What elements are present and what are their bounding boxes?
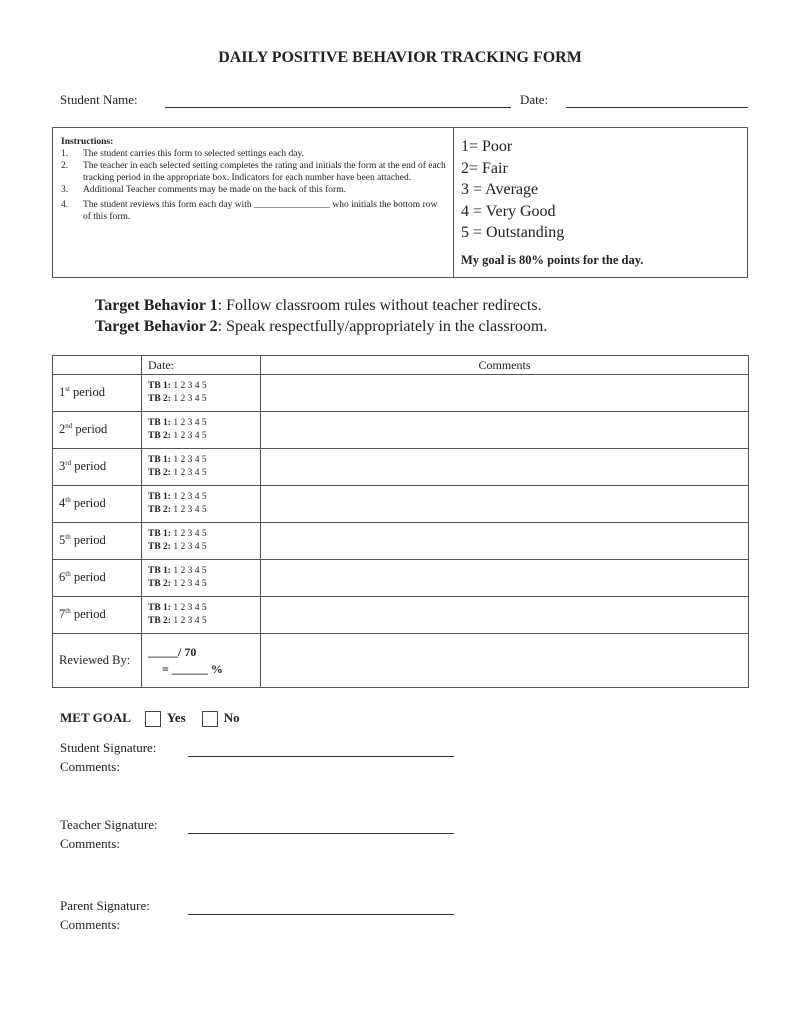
rating-scale: 1= Poor 2= Fair 3 = Average 4 = Very Good 5 = Outstanding	[461, 138, 565, 241]
table-row	[53, 523, 749, 560]
period-label: 6th period	[53, 560, 142, 597]
rating-cell[interactable]: TB 1: 1 2 3 4 5 TB 2: 1 2 3 4 5	[142, 597, 261, 634]
date-header: Date:	[142, 356, 261, 375]
table-row	[53, 412, 749, 449]
comment-cell[interactable]	[261, 523, 749, 560]
signature-label: Student Signature:	[60, 740, 157, 755]
form-title: DAILY POSITIVE BEHAVIOR TRACKING FORM	[218, 49, 582, 66]
date-label: Date:	[520, 92, 549, 107]
period-label: 1st period	[53, 375, 142, 412]
table-row	[53, 449, 749, 486]
instruction-item: 3. Additional Teacher comments may be made on the back of this form.	[61, 185, 346, 195]
instruction-item: 1. The student carries this form to selected settings each day.	[61, 149, 304, 159]
period-label: 4th period	[53, 486, 142, 523]
tracking-table	[52, 355, 749, 688]
comment-cell[interactable]	[261, 449, 749, 486]
reviewer-initials-cell[interactable]	[261, 634, 749, 688]
no-checkbox[interactable]	[202, 711, 218, 727]
instructions-heading: Instructions:	[61, 137, 114, 147]
period-label: 3rd period	[53, 449, 142, 486]
period-label: 2nd period	[53, 412, 142, 449]
student-name-field[interactable]	[165, 107, 511, 108]
met-goal-row: MET GOAL Yes No	[60, 710, 240, 727]
comments-label: Comments:	[60, 917, 120, 932]
signature-field[interactable]	[188, 914, 454, 915]
rating-cell[interactable]: TB 1: 1 2 3 4 5 TB 2: 1 2 3 4 5	[142, 449, 261, 486]
instruction-item: 4. The student reviews this form each day with ________________ who initials the bottom row of this form.	[61, 200, 438, 222]
comment-cell[interactable]	[261, 560, 749, 597]
comment-cell[interactable]	[261, 597, 749, 634]
target-behavior-1: Target Behavior 1: Follow classroom rules without teacher redirects.	[95, 297, 542, 314]
comment-cell[interactable]	[261, 486, 749, 523]
date-field[interactable]	[566, 107, 748, 108]
rating-cell[interactable]: TB 1: 1 2 3 4 5 TB 2: 1 2 3 4 5	[142, 486, 261, 523]
comments-header: Comments	[261, 356, 749, 375]
target-behavior-2: Target Behavior 2: Speak respectfully/appropriately in the classroom.	[95, 318, 548, 335]
comments-label: Comments:	[60, 759, 120, 774]
percent-field[interactable]: = ______ %	[162, 661, 223, 676]
comment-cell[interactable]	[261, 412, 749, 449]
rating-cell[interactable]: TB 1: 1 2 3 4 5 TB 2: 1 2 3 4 5	[142, 560, 261, 597]
table-row	[53, 375, 749, 412]
instructions-box	[52, 127, 748, 278]
table-row	[53, 486, 749, 523]
signature-field[interactable]	[188, 833, 454, 834]
signature-field[interactable]	[188, 756, 454, 757]
comment-cell[interactable]	[261, 375, 749, 412]
yes-checkbox[interactable]	[145, 711, 161, 727]
signature-label: Parent Signature:	[60, 898, 150, 913]
comments-label: Comments:	[60, 836, 120, 851]
table-row	[53, 597, 749, 634]
reviewed-by-label: Reviewed By:	[53, 634, 142, 688]
goal-text: My goal is 80% points for the day.	[461, 253, 644, 267]
rating-cell[interactable]: TB 1: 1 2 3 4 5 TB 2: 1 2 3 4 5	[142, 523, 261, 560]
table-row	[53, 560, 749, 597]
rating-cell[interactable]: TB 1: 1 2 3 4 5 TB 2: 1 2 3 4 5	[142, 412, 261, 449]
student-name-label: Student Name:	[60, 92, 138, 107]
instruction-item: 2. The teacher in each selected setting completes the rating and initials the form at the end of each tracking period in the appropriate box. Indicators for each number have been attached.	[61, 161, 446, 183]
rating-cell[interactable]: TB 1: 1 2 3 4 5 TB 2: 1 2 3 4 5	[142, 375, 261, 412]
signature-label: Teacher Signature:	[60, 817, 158, 832]
period-label: 7th period	[53, 597, 142, 634]
total-points[interactable]: _____/ 70	[148, 644, 197, 659]
period-label: 5th period	[53, 523, 142, 560]
